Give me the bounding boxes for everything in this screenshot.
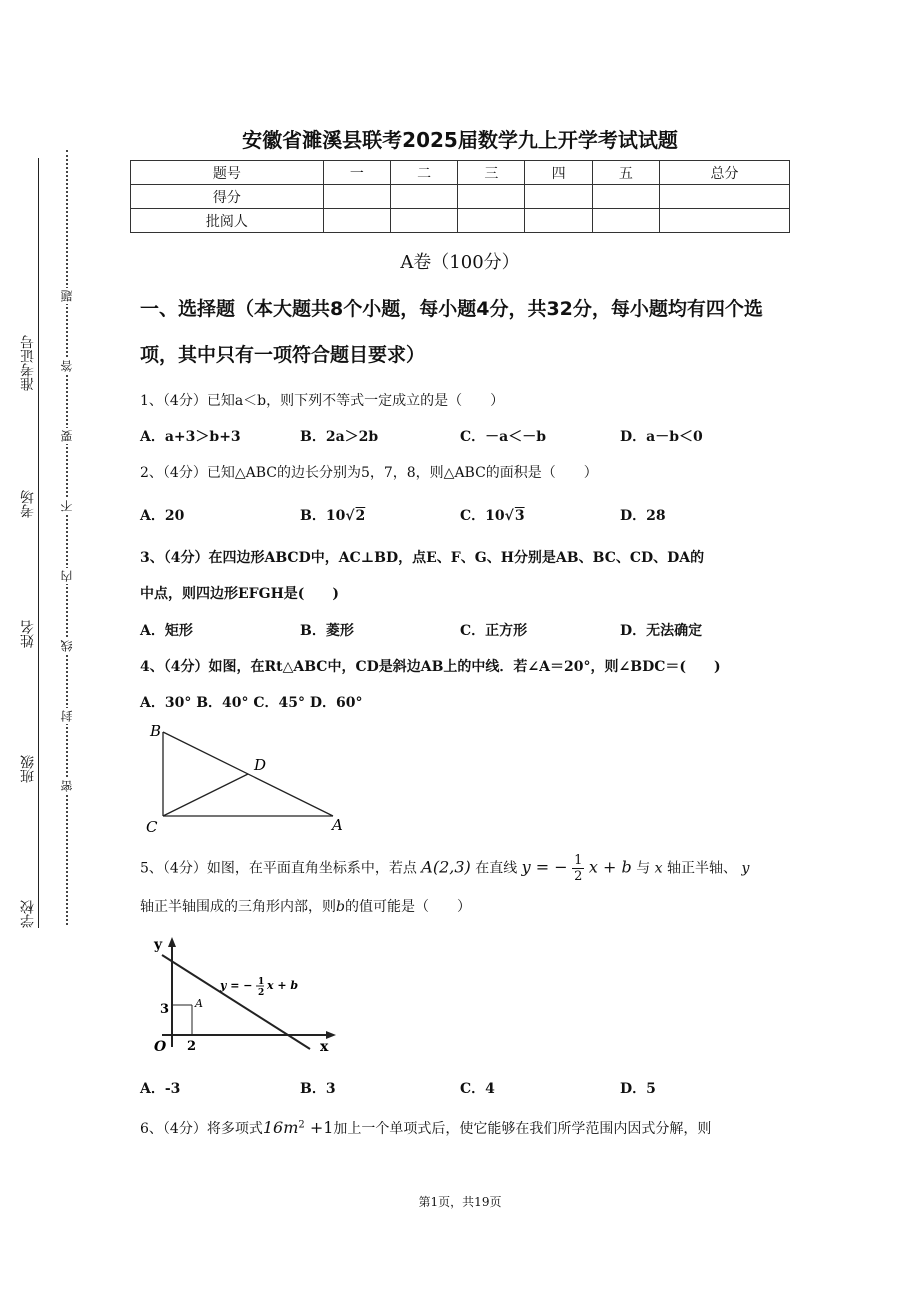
label-x: x — [320, 1039, 329, 1055]
q2-option-c[interactable] — [460, 505, 525, 525]
score-input-cell[interactable] — [458, 185, 525, 209]
label-y: y — [154, 937, 163, 953]
q1-option-d[interactable]: D．a－b＜0 — [620, 429, 703, 445]
q1-option-b[interactable]: B．2a＞2b — [300, 429, 379, 445]
q5-coordinate-figure — [140, 935, 350, 1060]
q3-option-c[interactable]: C．正方形 — [460, 623, 528, 639]
seal-char: 题 — [60, 290, 74, 302]
side-label-school: 学校 — [20, 900, 36, 928]
table-cell: 题号 — [131, 161, 324, 185]
q6-poly-tail: +1 — [304, 1118, 334, 1137]
table-cell: 总分 — [659, 161, 789, 185]
table-cell: 五 — [592, 161, 659, 185]
question-3-stem-line2: 中点，则四边形EFGH是( ) — [140, 586, 340, 602]
side-label-name: 姓名 — [20, 620, 36, 648]
label-b: B — [150, 722, 162, 740]
table-cell: 批阅人 — [131, 209, 324, 233]
q2-option-b[interactable] — [300, 505, 365, 525]
table-row — [131, 209, 790, 233]
seal-char: 答 — [60, 360, 74, 372]
section-1-heading: 一、选择题（本大题共8个小题，每小题4分，共32分，每小题均有四个选项，其中只有一项符合题目要求） — [140, 298, 763, 366]
question-1-stem: 1、（4分）已知a＜b，则下列不等式一定成立的是（ ） — [140, 393, 505, 409]
q5-frac-den: 2 — [574, 869, 583, 884]
q5-suffix: 与 — [636, 860, 651, 877]
sqrt-sign: √ — [504, 508, 514, 524]
label-2: 2 — [187, 1039, 197, 1054]
q5-line2-a: 轴正半轴围成的三角形内部，则 — [140, 899, 336, 915]
seal-char: 内 — [60, 570, 74, 582]
q5-stem-prefix: 5、（4分）如图，在平面直角坐标系中，若点 — [140, 860, 417, 877]
x-axis-arrow — [326, 1031, 336, 1039]
score-input-cell[interactable] — [391, 209, 458, 233]
q1-option-a[interactable]: A．a+3＞b+3 — [140, 429, 241, 445]
q5-suffix2: 轴正半轴、 — [667, 860, 737, 877]
q5-stem-mid: 在直线 — [475, 860, 518, 877]
table-row — [131, 161, 790, 185]
seal-char: 要 — [60, 430, 74, 442]
q5-y-var: y — [741, 860, 750, 877]
q6-exponent: 2 — [298, 1119, 305, 1131]
label-c: C — [146, 818, 158, 836]
q2-option-d[interactable]: D．28 — [620, 508, 666, 524]
label-point-a: A — [195, 997, 203, 1010]
eq-label-left: y = − — [220, 979, 253, 992]
table-cell: 四 — [525, 161, 592, 185]
score-input-cell[interactable] — [659, 209, 789, 233]
q5-b-var: b — [336, 899, 345, 915]
table-cell: 三 — [458, 161, 525, 185]
score-input-cell[interactable] — [458, 209, 525, 233]
label-origin: O — [154, 1039, 167, 1055]
q5-fraction — [572, 853, 584, 884]
q2-option-c-label: C．10 — [460, 508, 505, 524]
question-3-stem-line1: 3、（4分）在四边形ABCD中，AC⊥BD，点E、F、G、H分别是AB、BC、CD、DA的 — [140, 550, 705, 566]
q5-x-var: x — [654, 860, 663, 877]
question-5-stem-line1 — [140, 853, 749, 884]
side-label-exam-room: 考场 — [20, 490, 36, 518]
q6-stem-prefix: 6、（4分）将多项式 — [140, 1121, 263, 1137]
question-6-stem — [140, 1118, 711, 1138]
q3-option-b[interactable]: B．菱形 — [300, 623, 354, 639]
q2-option-c-radicand: 3 — [514, 508, 525, 524]
score-input-cell[interactable] — [525, 185, 592, 209]
q5-point: A(2,3) — [421, 857, 471, 877]
eq-label-den: 2 — [258, 988, 265, 998]
score-input-cell[interactable] — [659, 185, 789, 209]
score-table — [130, 160, 790, 233]
table-cell: 得分 — [131, 185, 324, 209]
q5-option-c[interactable]: C．4 — [460, 1081, 495, 1097]
score-input-cell[interactable] — [525, 209, 592, 233]
label-a: A — [332, 816, 343, 834]
table-row — [131, 185, 790, 209]
q5-line2-b: 的值可能是（ ） — [344, 899, 471, 915]
section-a-heading: A卷（100分） — [400, 252, 520, 273]
page-title: 安徽省濉溪县联考2025届数学九上开学考试试题 — [242, 128, 678, 152]
seal-char: 不 — [60, 500, 74, 512]
q2-option-b-radicand: 2 — [355, 508, 366, 524]
q5-option-b[interactable]: B．3 — [300, 1081, 336, 1097]
q2-option-b-label: B．10 — [300, 508, 346, 524]
q5-option-d[interactable]: D．5 — [620, 1081, 656, 1097]
score-input-cell[interactable] — [592, 209, 659, 233]
q4-options[interactable]: A．30° B．40° C．45° D．60° — [140, 695, 363, 711]
q2-option-a[interactable]: A．20 — [140, 508, 185, 524]
page-footer: 第1页，共19页 — [418, 1195, 502, 1209]
q5-option-a[interactable]: A．-3 — [140, 1081, 181, 1097]
q5-frac-num: 1 — [574, 853, 583, 868]
score-input-cell[interactable] — [323, 209, 390, 233]
question-4-stem: 4、（4分）如图，在Rt△ABC中，CD是斜边AB上的中线．若∠A＝20°，则∠BDC＝( ) — [140, 659, 721, 675]
q6-stem-suffix: 加上一个单项式后，使它能够在我们所学范围内因式分解，则 — [333, 1121, 712, 1137]
side-label-class: 班级 — [20, 755, 36, 783]
q3-option-a[interactable]: A．矩形 — [140, 623, 193, 639]
score-input-cell[interactable] — [391, 185, 458, 209]
score-input-cell[interactable] — [592, 185, 659, 209]
q1-option-c[interactable]: C．－a＜－b — [460, 429, 547, 445]
label-d: D — [254, 756, 267, 774]
table-cell: 二 — [391, 161, 458, 185]
sqrt-sign: √ — [345, 508, 355, 524]
side-label-exam-id: 准考证号 — [20, 335, 36, 391]
seal-char: 密 — [60, 780, 74, 792]
seal-char: 线 — [60, 640, 74, 652]
q4-triangle-figure — [140, 718, 360, 838]
label-3: 3 — [160, 1002, 170, 1017]
q5-eq-left: y = − — [521, 857, 568, 877]
q6-poly: 16m — [262, 1118, 299, 1137]
q5-eq-right: x + b — [588, 857, 632, 877]
table-cell: 一 — [323, 161, 390, 185]
question-5-stem-line2 — [140, 896, 471, 916]
question-2-stem: 2、（4分）已知△ABC的边长分别为5，7，8，则△ABC的面积是（ ） — [140, 465, 598, 481]
seal-char: 封 — [60, 710, 74, 722]
q3-option-d[interactable]: D．无法确定 — [620, 623, 703, 639]
score-input-cell[interactable] — [323, 185, 390, 209]
y-axis-arrow — [168, 937, 176, 947]
eq-label-right: x + b — [267, 979, 299, 992]
median-cd — [163, 774, 248, 816]
eq-label-num: 1 — [258, 977, 265, 987]
